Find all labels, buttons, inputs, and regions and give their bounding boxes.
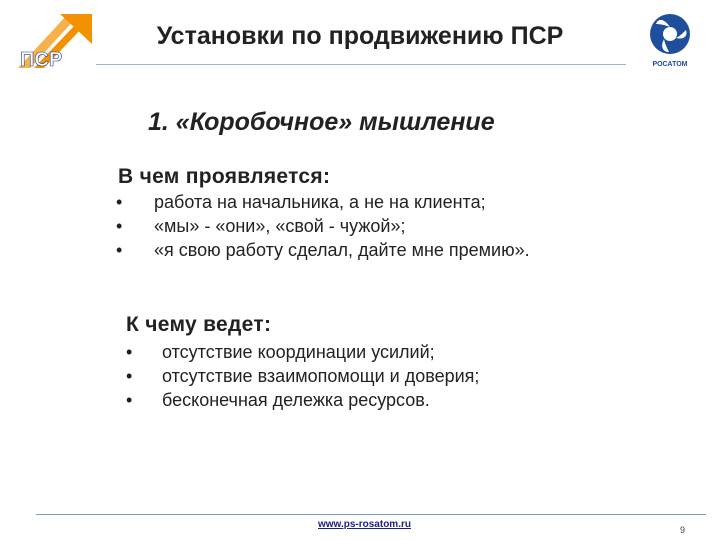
list-item	[116, 214, 530, 238]
list-item	[126, 340, 479, 364]
section-heading-manifestation: В чем проявляется:	[118, 165, 331, 188]
list-item	[126, 388, 479, 412]
list-item	[116, 190, 530, 214]
page-number: 9	[680, 525, 686, 535]
list-item	[126, 364, 479, 388]
list-item-text: «я свою работу сделал, дайте мне премию».	[154, 240, 530, 260]
list-item-text: отсутствие координации усилий;	[162, 342, 435, 362]
section-heading-consequences: К чему ведет:	[126, 313, 272, 336]
list-item-text: отсутствие взаимопомощи и доверия;	[162, 366, 480, 386]
rosatom-logo-icon	[636, 10, 704, 70]
list-item-text: работа на начальника, а не на клиента;	[154, 192, 486, 212]
footer-divider	[36, 514, 706, 515]
rosatom-logo-text: РОСАТОМ	[652, 61, 688, 68]
bullet-icon: •	[116, 240, 123, 260]
list-item-text: «мы» - «они», «свой - чужой»;	[154, 216, 406, 236]
header-divider	[96, 64, 626, 65]
psr-logo-icon	[14, 10, 94, 72]
bullet-icon: •	[116, 216, 123, 236]
footer-website-link[interactable]: www.ps-rosatom.ru	[318, 519, 411, 530]
page-title: Установки по продвижению ПСР	[156, 22, 564, 50]
list-item	[116, 238, 530, 262]
bullet-icon: •	[126, 366, 133, 386]
manifestation-list	[116, 190, 530, 262]
psr-logo-text: ПСР	[20, 49, 63, 71]
bullet-icon: •	[126, 390, 133, 410]
bullet-icon: •	[126, 342, 133, 362]
list-item-text: бесконечная дележка ресурсов.	[162, 390, 430, 410]
slide-subtitle: 1. «Коробочное» мышление	[148, 108, 495, 136]
bullet-icon: •	[116, 192, 123, 212]
consequences-list	[126, 340, 479, 412]
